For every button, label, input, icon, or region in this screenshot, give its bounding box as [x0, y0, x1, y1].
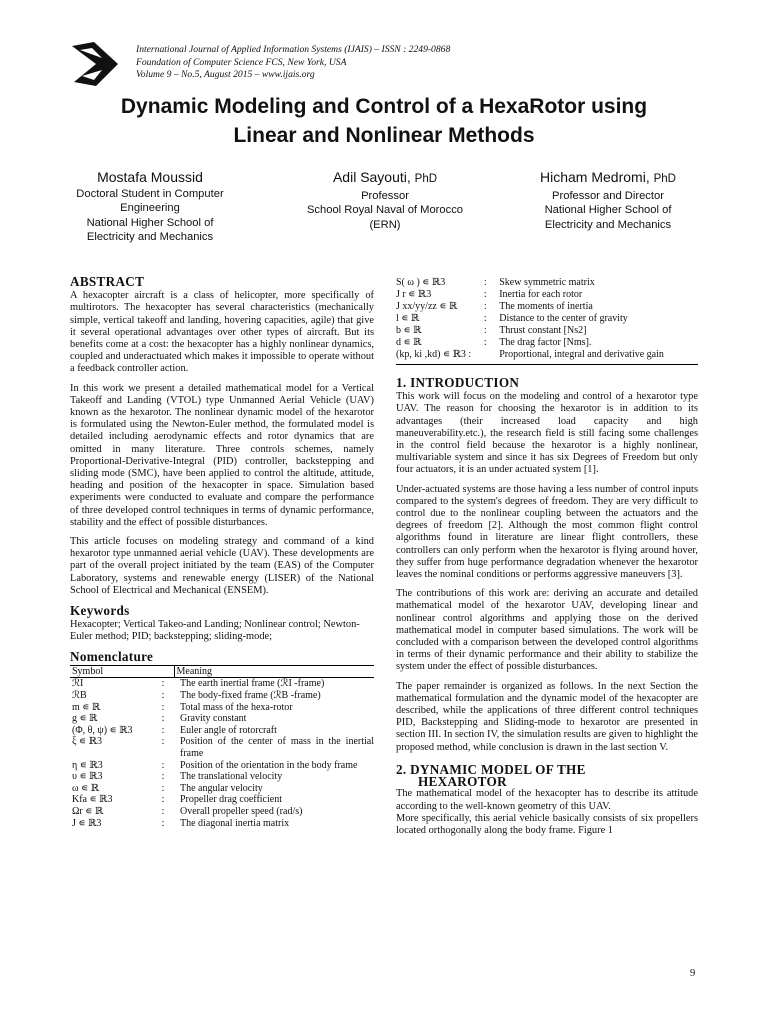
symbol-row [396, 325, 664, 337]
nomenclature-separator: : [161, 690, 165, 702]
symbol-separator: : [483, 325, 487, 336]
author-2 [280, 168, 490, 232]
symbol-meaning: Inertia for each rotor [499, 289, 583, 300]
paper-title [40, 92, 728, 150]
nomenclature-separator: : [161, 759, 165, 771]
nomenclature-heading: Nomenclature [70, 648, 154, 664]
nomenclature-separator: : [161, 806, 165, 818]
symbol-separator: : [483, 337, 487, 348]
symbol-entry: b ∊ ℝ [396, 325, 422, 336]
symbol-meaning: Distance to the center of gravity [499, 313, 628, 324]
author-3-line-1: Professor and Director [552, 190, 664, 202]
symbol-entry: J xx/yy/zz ∊ ℝ [396, 301, 458, 312]
intro-heading: 1. INTRODUCTION [396, 375, 520, 390]
nomenclature-row [70, 818, 374, 830]
author-2-line-1: Professor [361, 190, 409, 202]
nomenclature-separator: : [161, 794, 165, 806]
nomenclature-separator: : [161, 678, 165, 690]
nomenclature-col-meaning: Meaning [174, 665, 374, 678]
intro-paragraph-1: This work will focus on the modeling and control of a hexarotor type UAV. The reason for choosing the hexarotor is in addition to its advantages (their increased load capacity and high maneuverability.etc.), the research field is still facing some challenges in the control field because the hexarotor is a highly nonlinear, multivariable system and since it has six Degrees of Freedom but only four actuators, it is an under actuated system [1]. [396, 391, 698, 476]
author-1 [50, 168, 250, 245]
symbol-row [396, 313, 664, 325]
keywords-text: Hexacopter; Vertical Takeo-and Landing; Nonlinear control; Newton-Euler method; PID; backstepping; sliding-mode; [70, 619, 360, 643]
nomenclature-separator: : [161, 771, 165, 783]
nomenclature-meaning: The body-fixed frame (ℛB -frame) [180, 690, 321, 702]
nomenclature-symbol: g ∊ ℝ [72, 713, 98, 725]
author-1-line-1: Doctoral Student in Computer [76, 188, 224, 200]
nomenclature-row [70, 771, 374, 783]
nomenclature-symbol: J ∊ ℝ3 [72, 817, 102, 829]
nomenclature-symbol: Ωr ∊ ℝ [72, 806, 104, 818]
author-3-line-2: National Higher School of [544, 204, 672, 217]
symbol-entry: J r ∊ ℝ3 [396, 289, 432, 300]
symbol-entry: l ∊ ℝ [396, 313, 420, 324]
author-3 [508, 168, 708, 232]
symbol-row [396, 289, 664, 301]
abstract-paragraph-2: In this work we present a detailed mathematical model for a Vertical Takeoff and Landing (VTOL) type Unmanned Aerial Vehicle (UAV) known as the hexarotor. The nonlinear dynamic model of the hexarotor is formulated using the Newton-Euler method, the formulated model is detailed including aerodynamic effects and rotor dynamics that are omitted in many literature. Three controls schemes, namely Proportional-Derivative-Integral (PID) controller, backstepping and sliding mode (SMC), have been applied to control the altitude, attitude, heading and position of the hexacopter in space. Simulation based experiments were conducted to evaluate and compare the performance of three developed control techniques in terms of dynamic performance, stability and the effect of possible disturbances. [70, 382, 374, 528]
symbol-meaning: Thrust constant [Ns2] [499, 325, 587, 336]
nomenclature-meaning: The angular velocity [180, 782, 263, 794]
symbol-separator [471, 349, 499, 361]
nomenclature-meaning: The diagonal inertia matrix [180, 817, 290, 829]
nomenclature-col-symbol: Symbol [70, 665, 174, 678]
nomenclature-meaning: Propeller drag coefficient [180, 794, 282, 806]
nomenclature-row [70, 713, 374, 725]
nomenclature-symbol: Kfa ∊ ℝ3 [72, 794, 113, 806]
journal-line-3: Volume 9 – No.5, August 2015 – www.ijais.org [136, 69, 315, 81]
journal-logo [72, 42, 118, 86]
symbol-separator: : [483, 289, 487, 300]
nomenclature-separator: : [161, 782, 165, 794]
nomenclature-symbol: (Φ, θ, ψ) ∊ ℝ3 [72, 724, 133, 736]
author-1-name: Mostafa Moussid [97, 169, 203, 185]
intro-paragraph-2: Under-actuated systems are those having a less number of control inputs compared to the system's degrees of freedom. They are very difficult to control due to the nonlinear coupling between the actuators and the degrees of freedom [2]. Although the most common flight control algorithms found in literature are linear flight controllers, these controllers can only perform when the hexarotor is flying around hover, they suffer from huge performance degradation whenever the hexarotor leaves the nominal conditions or performs aggressive maneuvers [3]. [396, 483, 698, 581]
symbol-list [396, 277, 664, 361]
nomenclature-separator: : [161, 713, 165, 725]
nomenclature-meaning: Total mass of the hexa-rotor [180, 701, 293, 713]
nomenclature-row [70, 678, 374, 690]
nomenclature-meaning: The translational velocity [180, 771, 283, 783]
nomenclature-row [70, 690, 374, 702]
symbol-separator: : [483, 313, 487, 324]
nomenclature-row [70, 760, 374, 772]
symbol-list-rule [396, 364, 698, 365]
symbol-row [396, 301, 664, 313]
author-3-line-3: Electricity and Mechanics [544, 218, 672, 231]
nomenclature-meaning: Position of the orientation in the body frame [180, 759, 358, 771]
nomenclature-meaning: Euler angle of rotorcraft [180, 724, 277, 736]
nomenclature-symbol: m ∊ ℝ [72, 701, 101, 713]
symbol-separator: : [483, 277, 487, 288]
nomenclature-row [70, 783, 374, 795]
nomenclature-separator: : [161, 701, 165, 713]
nomenclature-symbol: η ∊ ℝ3 [72, 759, 103, 771]
keywords-heading: Keywords [70, 603, 130, 619]
section2-heading: 2. DYNAMIC MODEL OF THE HEXAROTOR [396, 761, 586, 790]
nomenclature-meaning: Overall propeller speed (rad/s) [180, 806, 303, 818]
nomenclature-meaning: The earth inertial frame (ℛI -frame) [180, 678, 325, 690]
nomenclature-separator: : [161, 736, 165, 748]
nomenclature-row [70, 725, 374, 737]
nomenclature-meaning: Position of the center of mass in the inertial frame [180, 736, 374, 760]
nomenclature-separator: : [161, 724, 165, 736]
symbol-entry: (kp, ki ,kd) ∊ ℝ3 : [396, 349, 472, 360]
abstract-paragraph-1: A hexacopter aircraft is a class of helicopter, more specifically of multirotors. The hexacopter has several characteristics (mechanically simple, vertical takeoff and landing, hovering capacities, agile) that give it several operational advantages over other types of aircraft. But its benefits come at a cost: the hexacopter has a highly nonlinear dynamics, coupled and underactuated which makes it impossible to operate without a feedback controller action. [70, 290, 374, 375]
symbol-row [396, 349, 664, 361]
symbol-entry: d ∊ ℝ [396, 337, 422, 348]
symbol-meaning: The moments of inertia [499, 301, 593, 312]
nomenclature-meaning: Gravity constant [180, 713, 247, 725]
author-2-name: Adil Sayouti, PhD [332, 169, 438, 185]
symbol-meaning: Skew symmetric matrix [499, 277, 595, 288]
symbol-meaning: The drag factor [Nms]. [499, 337, 592, 348]
symbol-separator: : [483, 301, 487, 312]
abstract-heading: ABSTRACT [70, 274, 145, 289]
symbol-meaning: Proportional, integral and derivative gain [499, 349, 664, 360]
symbol-entry: S( ω ) ∊ ℝ3 [396, 277, 446, 288]
nomenclature-table [70, 665, 374, 829]
title-line-1: Dynamic Modeling and Control of a HexaRotor using [120, 95, 648, 118]
author-1-line-4: Electricity and Mechanics [86, 231, 214, 244]
nomenclature-row [70, 736, 374, 759]
author-1-line-2: Engineering [120, 202, 180, 215]
nomenclature-symbol: ξ ∊ ℝ3 [72, 736, 102, 748]
journal-line-2: Foundation of Computer Science FCS, New York, USA [136, 56, 347, 68]
page-number: 9 [690, 968, 696, 979]
journal-line-1: International Journal of Applied Information Systems (IJAIS) – ISSN : 2249-0868 [136, 44, 451, 55]
right-column [396, 277, 698, 844]
title-line-2: Linear and Nonlinear Methods [233, 124, 535, 147]
intro-paragraph-3: The contributions of this work are: deriving an accurate and detailed mathematical model of the hexarotor UAV, developing linear and nonlinear control algorithms and applying those on the derived mathematical model in computer based simulations. The work will be concluded with a comparison between the developed control algorithms in terms of their dynamic performance and their ability to stabilize the system under the effect of possible disturbances. [396, 588, 698, 673]
nomenclature-symbol: υ ∊ ℝ3 [72, 771, 103, 783]
symbol-row [396, 337, 664, 349]
author-3-name: Hicham Medromi, PhD [540, 169, 676, 185]
symbol-row [396, 277, 664, 289]
nomenclature-symbol: ℛI [72, 678, 84, 690]
nomenclature-row [70, 806, 374, 818]
author-2-line-3: (ERN) [369, 218, 401, 231]
intro-paragraph-4: The paper remainder is organized as follows. In the next Section the mathematical formulation and the dynamic model of the hexacopter are described, while the applications of three different control techniques PID, Backstepping and Sliding-mode to hexarotor are presented in section III. In section IV, the simulation results are given to highlight the proposed method, while conclusion is drawn in the last section V. [396, 680, 698, 753]
nomenclature-row [70, 702, 374, 714]
author-2-line-2: School Royal Naval of Morocco [306, 204, 464, 217]
section2-paragraph-2: More specifically, this aerial vehicle basically consists of six propellers located orthogonally along the body frame. Figure 1 [396, 812, 698, 836]
nomenclature-row [70, 794, 374, 806]
nomenclature-separator: : [161, 817, 165, 829]
nomenclature-symbol: ℛB [72, 690, 87, 702]
left-column [70, 276, 374, 829]
journal-header [136, 44, 450, 82]
abstract-paragraph-3: This article focuses on modeling strategy and command of a kind hexarotor type unmanned aerial vehicle (UAV). These developments are part of the overall project initiated by the team (EAS) of the Computer Laboratory, systems and renewable energy (LISER) of the National School of Electrical and Mechanical (ENSEM). [70, 536, 374, 596]
author-1-line-3: National Higher School of [86, 216, 214, 229]
nomenclature-symbol: ω ∊ ℝ [72, 782, 100, 794]
section2-paragraph-1: The mathematical model of the hexacopter has to describe its attitude according to the well-known geometry of this UAV. [396, 788, 698, 812]
